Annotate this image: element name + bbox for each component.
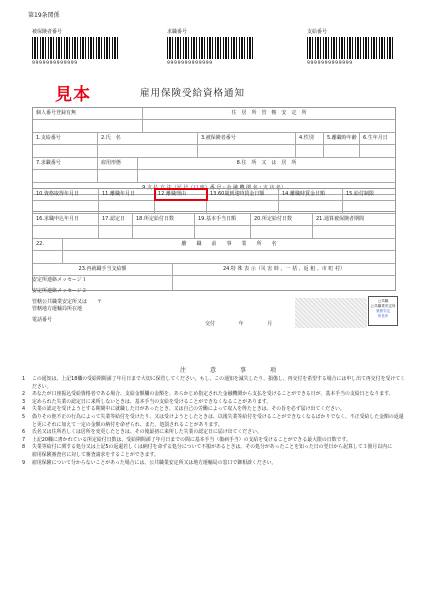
job-number-barcode	[167, 28, 255, 68]
page-title: 雇用保険受給資格通知	[140, 88, 246, 99]
list-item: 3 定められた失業の認定日に来所しないときは、基本手当の支給を受けることができなくなることがあります。	[22, 398, 272, 405]
list-item: 2 あなたが口座振込受給資格者である場合、支給金額欄の金額を、あらかじめ指定された金融機関から支払を受けることができる日が、基本手当の支給日となります。	[22, 391, 394, 398]
field-label: 17.認定日	[99, 214, 133, 225]
field-label: 13.60歳到達時賃金日額	[207, 189, 279, 200]
field-label: 7.求職番号	[33, 158, 98, 169]
field-label: 6.生年月日	[363, 135, 388, 141]
field-label: 9.支 払 方 法（記 号（口 座）番 号・金 融 機 関 名・支 店 名）	[142, 185, 286, 191]
phone-label: 電話番号	[32, 317, 53, 323]
form-number: 第19条関係	[28, 12, 60, 19]
field-label: 1.支給番号	[33, 133, 98, 144]
field-label: 14.離職時賃金日額	[279, 189, 343, 200]
office-message-2: 安定所連絡メッセージ２	[32, 288, 87, 294]
field-label: 16.求職申込年月日	[33, 214, 99, 225]
office-address-line1: 管轄公共職業安定所又は 〒	[32, 299, 103, 305]
office-seal: 公共職 公共職業安定所 業務安定 所長印	[368, 296, 398, 326]
barcode-label: 被保険者番号	[32, 29, 63, 35]
office-message-1: 安定所連絡メッセージ１	[32, 277, 87, 283]
list-item: 9 雇用保険について分からないことがあった場合には、公共職業安定所又は地方運輸局の窓口で御相談ください。	[22, 459, 277, 466]
insured-number-barcode	[32, 28, 120, 68]
barcode-number: 9999999999999	[307, 61, 353, 66]
leaving-reason-label: 12.離職理由	[155, 189, 207, 200]
list-item: 8 失業等給付に関する処分又は上記5の返還若しくは納付を命ずる処分について不服があるときは、その処分があったことを知った日の翌日から起算して３箇月以内に 雇用保険審査官に対して審査請求をすることができます。	[22, 444, 417, 458]
barcode-label: 支給番号	[307, 29, 328, 35]
field-label: 24.特 殊 表 示（災 害 時 、一 括 、返 租 、市 町 村）	[222, 266, 346, 272]
field-label: 21.通算被保険者期間	[316, 216, 364, 222]
field-label: 23.再就職手当支給額	[33, 264, 173, 275]
field-label: 5.離職時年齢	[324, 133, 360, 144]
field-label: 8.住 所 又 は 居 所	[236, 160, 297, 166]
barcode-icon	[307, 37, 395, 59]
address-office-label: 住 居 所 管 轄 安 定 所	[231, 110, 307, 116]
field-label: 20.所定給付日数	[251, 214, 313, 225]
list-item: 6 氏名又は住所若しくは居所を変更したときは、その後最初に来所した失業の認定日に届け出てください。	[22, 429, 262, 436]
field-label: 2.氏 名	[98, 133, 198, 144]
list-item: 1 この通知は、上記18欄の受給期間満了年月日まで大切に保管してください。もし、この通知を滅失したり、損傷し、再交付を希望する場合には申し出て再交付を受けてください。	[22, 376, 406, 390]
field-label: 11.離職年月日	[99, 189, 155, 200]
sample-stamp: 見本	[55, 85, 91, 105]
office-address-line2: 管轄地方運輸局所在地	[32, 306, 83, 312]
field-label: 10.資格取得年月日	[33, 189, 99, 200]
field-label: 15.給付制限	[346, 191, 374, 197]
barcode-label: 求職番号	[167, 29, 188, 35]
notes-title: 注 意 事 項	[180, 367, 286, 374]
barcode-number: 9999999999999	[167, 61, 213, 66]
field-label: 22.	[33, 239, 63, 250]
field-label: 雇用形態	[98, 158, 138, 169]
field-label: 離 職 前 事 業 所 名	[181, 241, 277, 247]
list-item: 5 偽りその他不正の行為によって失業等給付を受けたり、又は受けようとしたときは、以後失業等給付を受けることができなくなるばかりでなく、不正受給した金額の返還と更にそれに加えて一定の金額の納付を命ぜられ、また、処罰されることがあります。	[22, 413, 404, 428]
field-label: 19.基本手当日額	[195, 214, 251, 225]
field-label: 18.所定給付日数	[133, 214, 195, 225]
barcode-icon	[32, 37, 120, 59]
list-item: 7 上記20欄に書かれている所定給付日数は、受給期間満了年月日までの間に基本手当（傷病手当）の支給を受けることができる最大限の日数です。	[22, 436, 351, 443]
notes-list	[22, 376, 417, 467]
barcode-number: 9999999999999	[32, 61, 78, 66]
registration-label: 個人番号登録有無	[33, 108, 143, 119]
issue-date: 交付 年 月	[205, 321, 273, 327]
barcode-icon	[167, 37, 255, 59]
field-label: 3.被保険者番号	[198, 133, 296, 144]
payment-number-barcode	[307, 28, 395, 68]
list-item: 4 失業の認定を受けようとする期間中に就職した日があったとき、又は自己の労働によって収入を得たときは、その旨を必ず届け出てください。	[22, 406, 345, 413]
masked-office-name	[295, 298, 367, 328]
field-label: 4.性別	[296, 133, 324, 144]
